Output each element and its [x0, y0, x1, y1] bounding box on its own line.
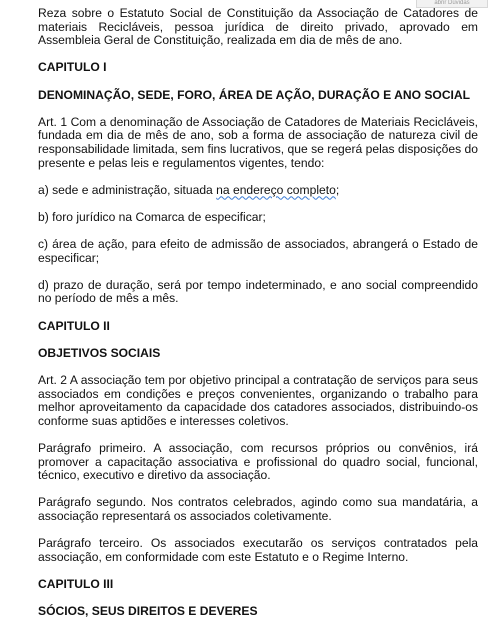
chapter-2-label: CAPITULO II [38, 318, 110, 333]
item-a [38, 184, 478, 198]
item-c: c) área de ação, para efeito de admissão de associados, abrangerá o Estado de especificar; [38, 237, 478, 265]
document-page [38, 7, 478, 632]
paragraph-first: Parágrafo primeiro. A associação, com recursos próprios ou convênios, irá promover a capacitação associativa e profissional do quadro social, funcional, técnico, executivo e diretivo da associação. [38, 441, 478, 483]
paragraph-second: Parágrafo segundo. Nos contratos celebrados, agindo como sua mandatária, a associação representará os associados coletivamente. [38, 495, 478, 523]
chapter-2-title: OBJETIVOS SOCIAIS [38, 345, 161, 360]
item-d: d) prazo de duração, será por tempo indeterminado, e ano social compreendido no período de mês a mês. [38, 277, 478, 306]
item-b: b) foro jurídico na Comarca de especificar; [38, 209, 266, 224]
intro-paragraph: Reza sobre o Estatuto Social de Constituição da Associação de Catadores de materiais Recicláveis, pessoa jurídica de direito privado, aprovado em Assembleia Geral de Constituição, realizada em dia de mês de ano. [38, 6, 478, 48]
chapter-3-label: CAPITULO III [38, 576, 114, 591]
article-1: Art. 1 Com a denominação de Associação de Catadores de Materiais Recicláveis, fundada em dia de mês de ano, sob a forma de associação de natureza civil de responsabilidade limitada, sem fins lucrativos, que se regerá pelas disposições do presente e pelas leis e regulamentos vigentes, tendo: [38, 114, 478, 170]
paragraph-third: Parágrafo terceiro. Os associados executarão os serviços contratados pela associação, em conformidade com este Estatuto e o Regime Interno. [38, 536, 478, 564]
help-tab[interactable]: abrir Dúvidas [416, 0, 488, 8]
chapter-1-title: DENOMINAÇÃO, SEDE, FORO, ÁREA DE AÇÃO, DURAÇÃO E ANO SOCIAL [38, 87, 471, 102]
chapter-3-title: SÓCIOS, SEUS DIREITOS E DEVERES [38, 604, 258, 619]
item-a-suffix: ; [335, 182, 340, 197]
chapter-1-label: CAPITULO I [38, 60, 107, 75]
item-a-prefix: a) sede e administração, situada [38, 182, 217, 197]
article-2: Art. 2 A associação tem por objetivo principal a contratação de serviços para seus associados em condições e preços convenientes, organizando o trabalho para melhor aproveitamento da capacidade dos catadores associados, distribuindo-os conforme suas aptidões e interesses coletivos. [38, 373, 478, 428]
spellcheck-underline[interactable]: na endereço completo [216, 182, 336, 197]
